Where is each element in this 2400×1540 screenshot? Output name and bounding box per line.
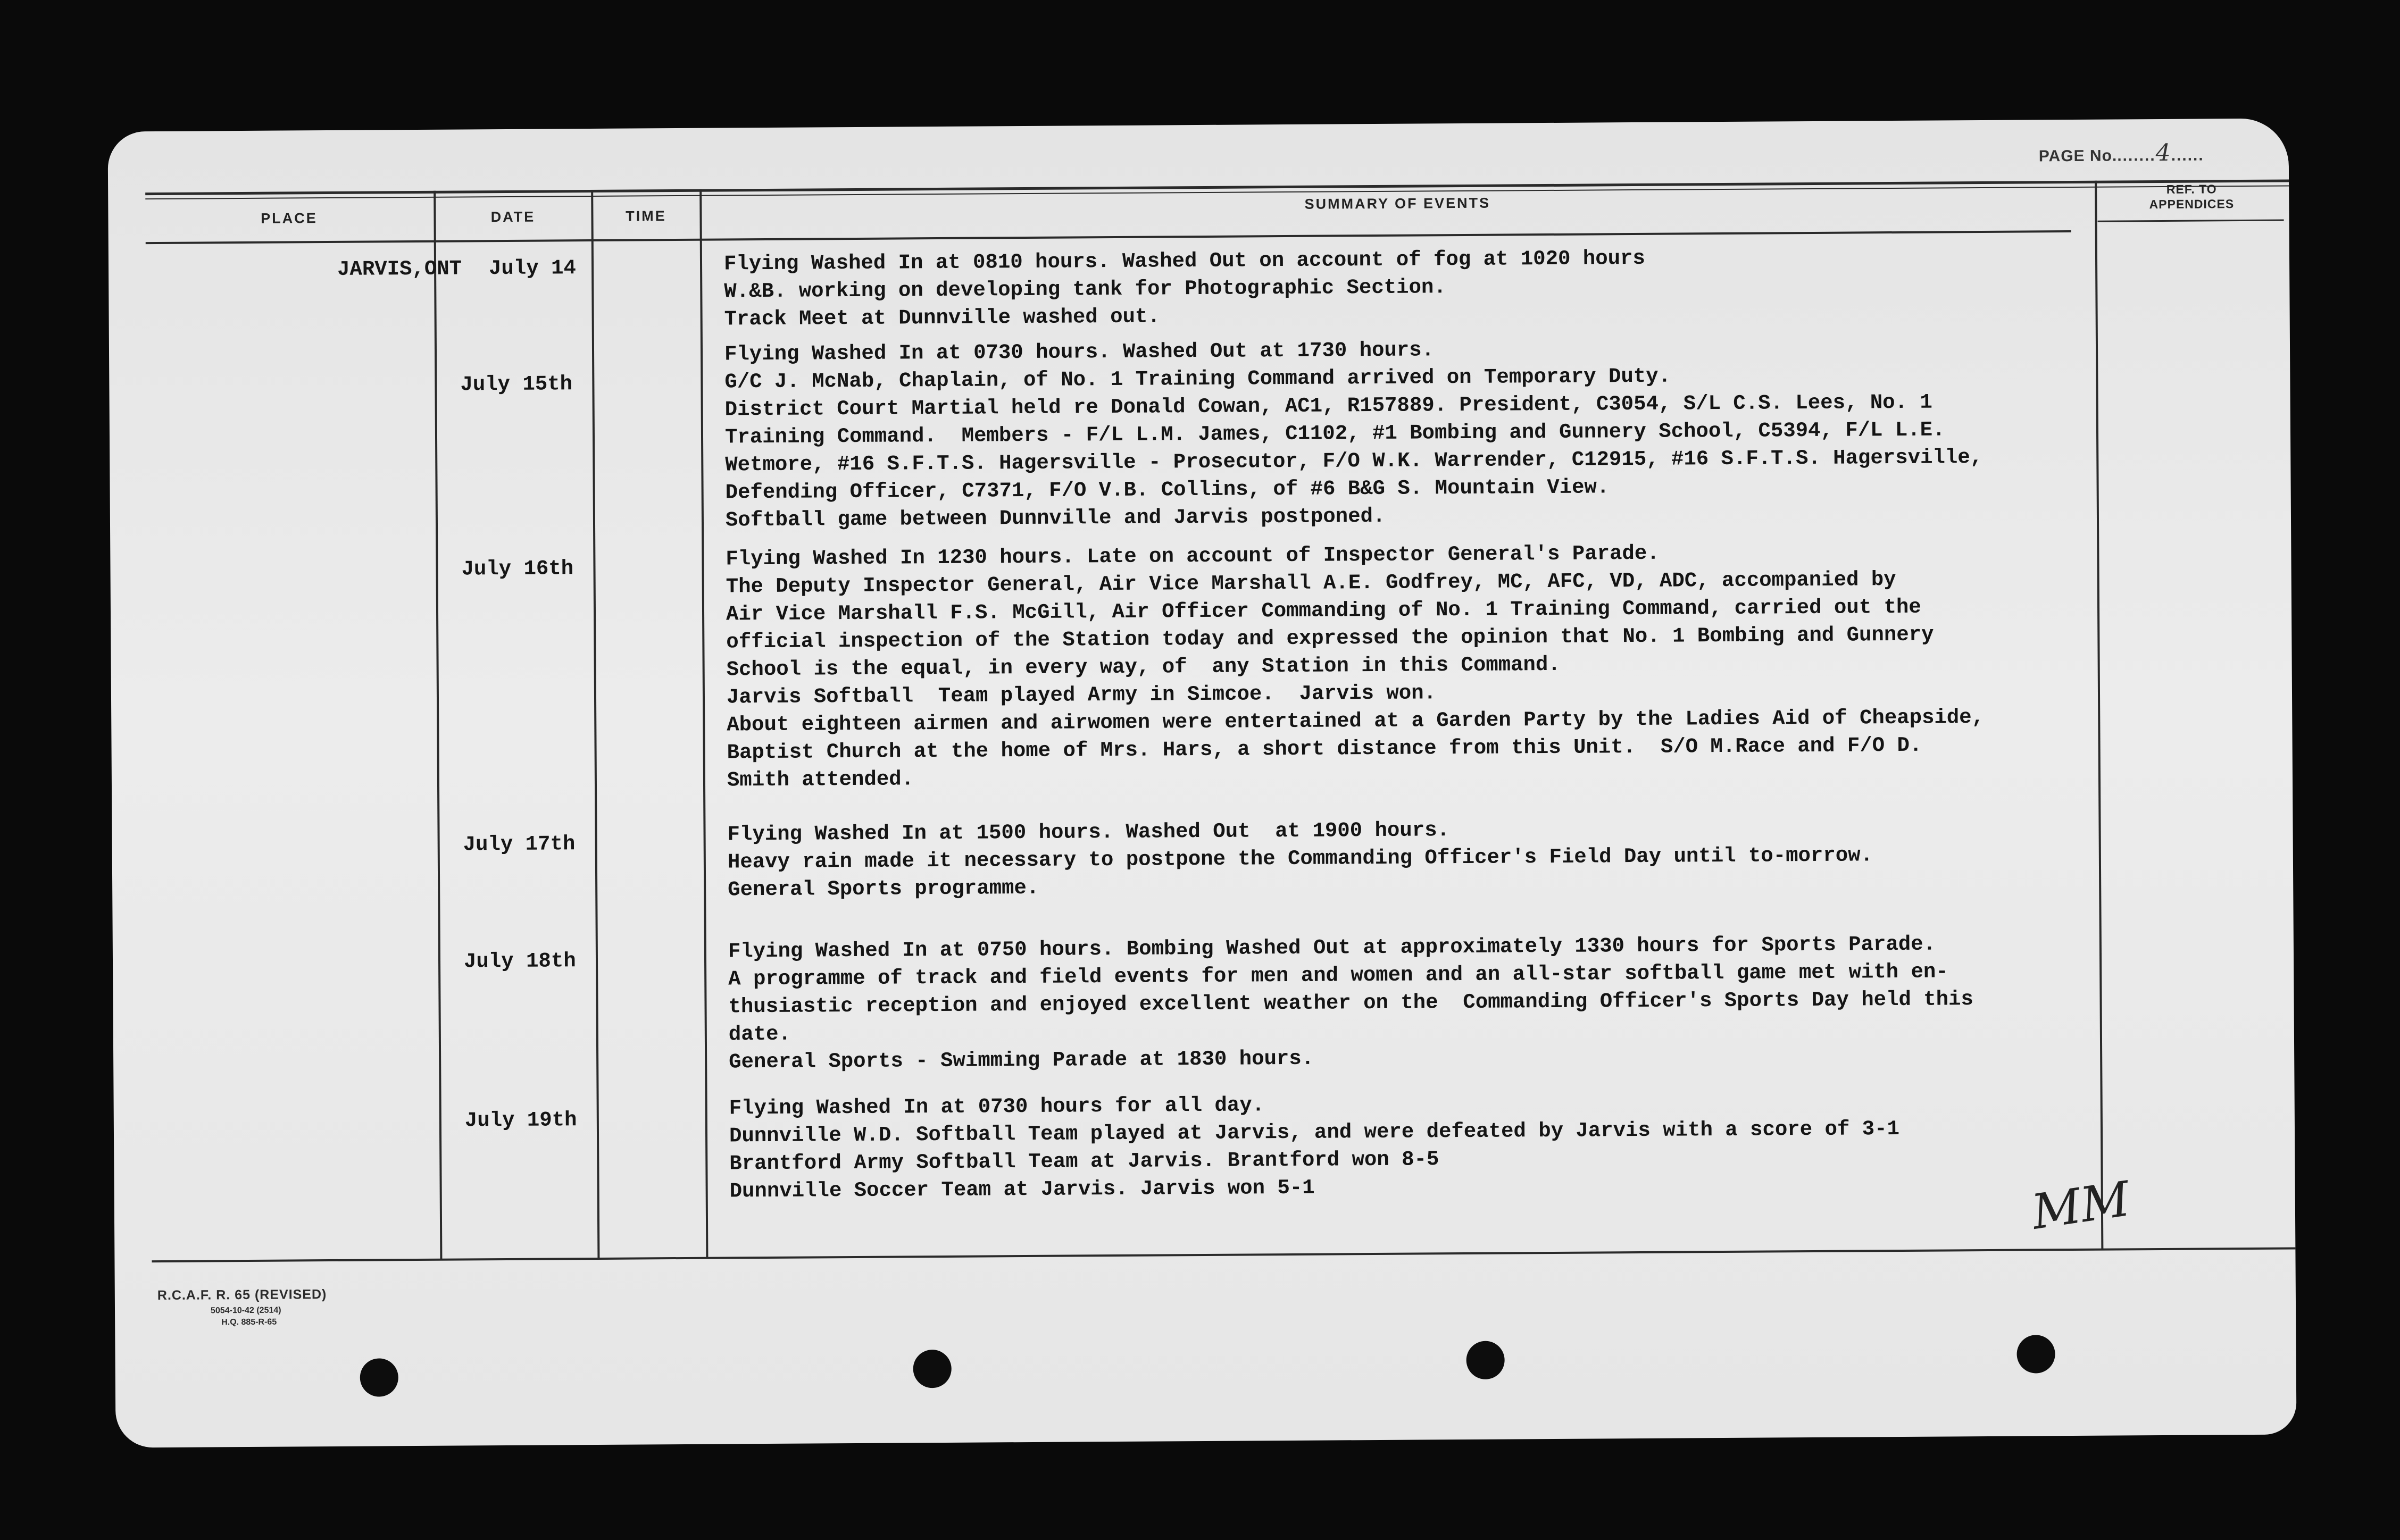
form-hq-code: H.Q. 885-R-65 <box>221 1317 277 1327</box>
summary-line: date. <box>728 1022 791 1047</box>
summary-line: Flying Washed In 1230 hours. Late on account of Inspector General's Parade. <box>726 541 1660 571</box>
summary-line: Flying Washed In at 0730 hours. Washed Out at 1730 hours. <box>724 338 1435 366</box>
summary-line: District Court Martial held re Donald Cowan, AC1, R157889. President, C3054, S/L C.S. Lees, No. 1 <box>724 390 1932 422</box>
summary-line: Wetmore, #16 S.F.T.S. Hagersville - Prosecutor, F/O W.K. Warrender, C12915, #16 S.F.T.S. Hagersville, <box>725 446 1983 477</box>
entry-date: July 14 <box>488 256 577 281</box>
page-number: PAGE No........4...... <box>2038 139 2204 167</box>
binder-hole <box>360 1358 398 1396</box>
summary-line: Dunnville Soccer Team at Jarvis. Jarvis won 5-1 <box>729 1176 1315 1203</box>
summary-line: Jarvis Softball Team played Army in Simcoe. Jarvis won. <box>726 681 1437 709</box>
col-divider-summary <box>2095 181 2103 1250</box>
col-divider-time <box>699 189 708 1258</box>
page-number-value: 4 <box>2155 139 2171 167</box>
summary-line: thusiastic reception and enjoyed excellent weather on the Commanding Officer's Sports Day held this <box>728 987 1974 1019</box>
entry-date: July 18th <box>463 949 576 974</box>
col-header-place: PLACE <box>261 210 318 227</box>
summary-line: Flying Washed In at 1500 hours. Washed Out at 1900 hours. <box>727 818 1450 847</box>
col-header-time: TIME <box>626 208 666 224</box>
entry-date: July 15th <box>460 372 573 397</box>
bottom-rule <box>152 1247 2295 1262</box>
summary-line: Defending Officer, C7371, F/O V.B. Collins, of #6 B&G S. Mountain View. <box>725 475 1610 505</box>
summary-line: Flying Washed In at 0730 hours for all day. <box>729 1093 1265 1120</box>
entry-date: July 19th <box>464 1108 577 1133</box>
entry-summary <box>728 930 2086 1076</box>
entry-summary <box>724 242 2081 333</box>
entry-summary <box>724 332 2082 534</box>
col-header-ref-line2: APPENDICES <box>2149 197 2235 212</box>
page-label: PAGE No. <box>2038 147 2118 165</box>
summary-line: Flying Washed In at 0810 hours. Washed Out on account of fog at 1020 hours <box>723 246 1646 276</box>
col-header-summary: SUMMARY OF EVENTS <box>1304 195 1491 212</box>
col-divider-place <box>434 191 442 1260</box>
summary-line: Air Vice Marshall F.S. McGill, Air Officer Commanding of No. 1 Training Command, carried out the <box>726 595 1921 626</box>
summary-line: G/C J. McNab, Chaplain, of No. 1 Training Command arrived on Temporary Duty. <box>724 364 1671 394</box>
summary-line: The Deputy Inspector General, Air Vice Marshall A.E. Godfrey, MC, AFC, VD, ADC, accompanied by <box>726 568 1896 599</box>
col-header-date: DATE <box>490 208 536 225</box>
header-rule-ref <box>2098 220 2284 222</box>
handwritten-initials: MM <box>2028 1171 2134 1241</box>
entry-summary <box>727 813 2084 904</box>
col-header-ref <box>2096 181 2287 212</box>
binder-hole <box>913 1350 952 1388</box>
col-header-ref-line1: REF. TO <box>2166 182 2217 196</box>
summary-line: W.&B. working on developing tank for Photographic Section. <box>724 275 1446 304</box>
form-print-code: 5054-10-42 (2514) <box>210 1305 281 1316</box>
binder-hole <box>1466 1341 1504 1379</box>
summary-line: General Sports - Swimming Parade at 1830 hours. <box>729 1047 1314 1074</box>
summary-line: Smith attended. <box>727 767 914 792</box>
binder-hole <box>2016 1335 2055 1373</box>
summary-line: Softball game between Dunnville and Jarvis postponed. <box>725 504 1386 532</box>
summary-line: official inspection of the Station today and expressed the opinion that No. 1 Bombing and Gunnery <box>726 623 1934 654</box>
summary-line: Heavy rain made it necessary to postpone the Commanding Officer's Field Day until to-morrow. <box>727 843 1873 874</box>
form-identifier <box>157 1287 327 1328</box>
summary-line: Track Meet at Dunnville washed out. <box>724 305 1160 331</box>
summary-line: General Sports programme. <box>728 876 1039 902</box>
summary-line: Training Command. Members - F/L L.M. James, C1102, #1 Bombing and Gunnery School, C5394, F/L L.E. <box>724 418 1945 449</box>
summary-line: Flying Washed In at 0750 hours. Bombing Washed Out at approximately 1330 hours for Sports Parade. <box>728 932 1936 964</box>
entry-summary <box>729 1086 2086 1206</box>
summary-line: Baptist Church at the home of Mrs. Hars, a short distance from this Unit. S/O M.Race and F/O D. <box>727 733 1922 765</box>
diary-sheet <box>107 119 2296 1448</box>
summary-line: School is the equal, in every way, of any Station in this Command. <box>726 652 1561 682</box>
entry-date: July 17th <box>463 832 576 857</box>
form-id: R.C.A.F. R. 65 (REVISED) <box>157 1287 327 1303</box>
entry-date: July 16th <box>461 557 574 581</box>
place-name: JARVIS,ONT <box>337 257 462 281</box>
col-divider-date <box>591 190 599 1259</box>
entry-summary <box>726 537 2084 794</box>
summary-line: Brantford Army Softball Team at Jarvis. Brantford won 8-5 <box>729 1148 1439 1176</box>
summary-line: A programme of track and field events for men and women and an all-star softball game met with en- <box>728 960 1948 991</box>
summary-line: About eighteen airmen and airwomen were entertained at a Garden Party by the Ladies Aid of Cheapside, <box>727 706 1985 737</box>
summary-line: Dunnville W.D. Softball Team played at Jarvis, and were defeated by Jarvis with a score of 3-1 <box>729 1117 1900 1148</box>
